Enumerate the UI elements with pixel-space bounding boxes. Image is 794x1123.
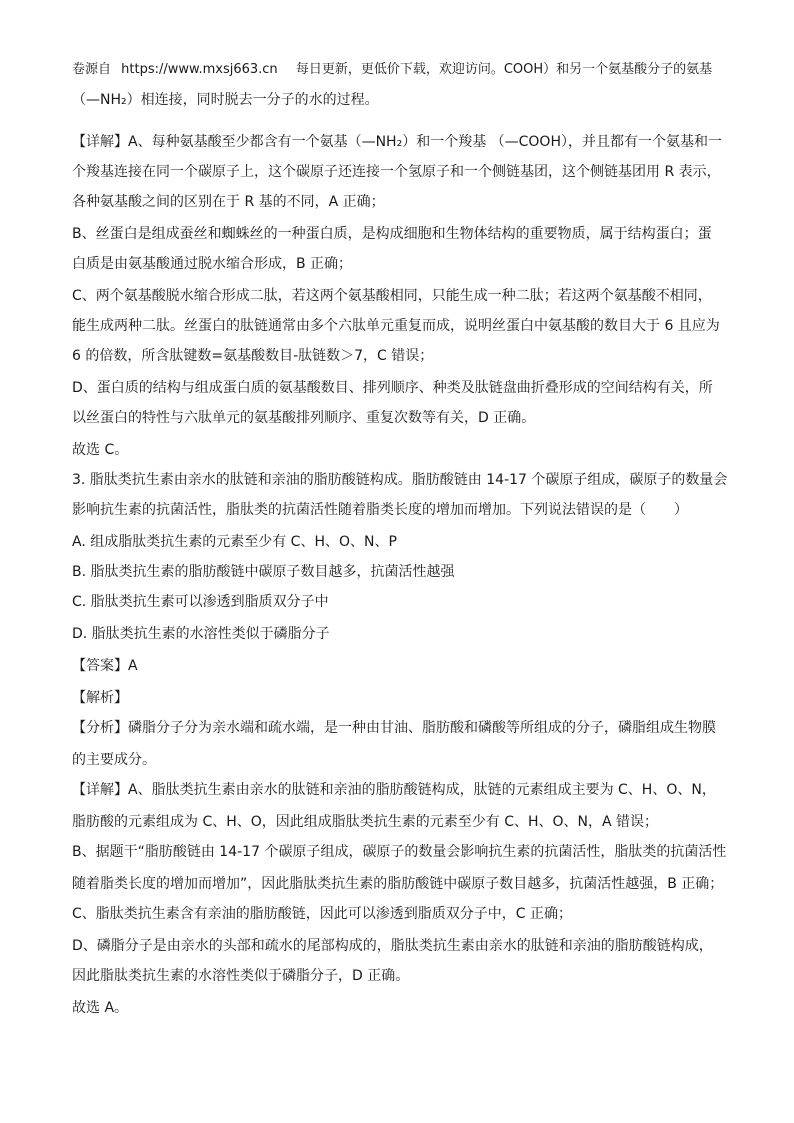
header-line <box>72 60 712 80</box>
paragraph-line: C、两个氨基酸脱水缩合形成二肽，若这两个氨基酸相同，只能生成一种二肽；若这两个氨基酸不相同， <box>72 288 712 304</box>
paragraph-line: 各种氨基酸之间的区别在于 R 基的不同，A 正确； <box>72 194 385 210</box>
option-b: B. 脂肽类抗生素的脂肪酸链中碳原子数目越多，抗菌活性越强 <box>72 564 455 580</box>
paragraph-line: COOH）和另一个氨基酸分子的氨基 <box>503 62 713 77</box>
paragraph-line: 【详解】A、每种氨基酸至少都含有一个氨基（—NH₂）和一个羧基 （—COOH），并且都有一个氨基和一 <box>72 134 722 150</box>
paragraph-line: 白质是由氨基酸通过脱水缩合形成，B 正确； <box>72 256 353 272</box>
paragraph-line: 个羧基连接在同一个碳原子上，这个碳原子还连接一个氢原子和一个侧链基团，这个侧链基团用 R 表示， <box>72 164 721 180</box>
paragraph-line: 6 的倍数，所含肽键数=氨基酸数目-肽链数＞7，C 错误； <box>72 348 434 364</box>
paragraph-line: 故选 A。 <box>72 1000 129 1016</box>
paragraph-line: 【分析】磷脂分子分为亲水端和疏水端，是一种由甘油、脂肪酸和磷酸等所组成的分子，磷脂组成生物膜 <box>72 720 716 736</box>
paragraph-line: 的主要成分。 <box>72 752 156 768</box>
paragraph-line: 故选 C。 <box>72 442 129 458</box>
header-tagline: 每日更新，更低价下载，欢迎访问。 <box>295 62 504 77</box>
answer-line: 【答案】A <box>72 658 138 674</box>
paragraph-line: 以丝蛋白的特性与六肽单元的氨基酸排列顺序、重复次数等有关，D 正确。 <box>72 410 536 426</box>
paragraph-line: 随着脂类长度的增加而增加”，因此脂肽类抗生素的脂肪酸链中碳原子数目越多，抗菌活性越强，B 正确； <box>72 876 724 892</box>
option-a: A. 组成脂肽类抗生素的元素至少有 C、H、O、N、P <box>72 534 397 550</box>
option-c: C. 脂肽类抗生素可以渗透到脂质双分子中 <box>72 594 329 610</box>
paragraph-line: 【详解】A、脂肽类抗生素由亲水的肽链和亲油的脂肪酸链构成，肽链的元素组成主要为 C、H、O、N， <box>72 782 716 798</box>
analysis-heading: 【解析】 <box>72 690 128 706</box>
paragraph-line: C、脂肽类抗生素含有亲油的脂肪酸链，因此可以渗透到脂质双分子中，C 正确； <box>72 906 572 922</box>
paragraph-line: D、磷脂分子是由亲水的头部和疏水的尾部构成的，脂肽类抗生素由亲水的肽链和亲油的脂肪酸链构成， <box>72 938 713 954</box>
source-label: 卷源自 <box>72 62 112 77</box>
source-url[interactable]: https://www.mxsj663.cn <box>121 62 278 77</box>
paragraph-line: （—NH₂）相连接，同时脱去一分子的水的过程。 <box>72 92 379 108</box>
paragraph-line: 能生成两种二肽。丝蛋白的肽链通常由多个六肽单元重复而成，说明丝蛋白中氨基酸的数目大于 6 且应为 <box>72 318 720 334</box>
question-line: 影响抗生素的抗菌活性，脂肽类的抗菌活性随着脂类长度的增加而增加。下列说法错误的是（ ） <box>72 502 688 518</box>
paragraph-line: 因此脂肽类抗生素的水溶性类似于磷脂分子，D 正确。 <box>72 968 410 984</box>
paragraph-line: B、据题干“脂肪酸链由 14-17 个碳原子组成，碳原子的数量会影响抗生素的抗菌活性，脂肽类的抗菌活性 <box>72 844 727 860</box>
paragraph-line: 脂肪酸的元素组成为 C、H、O，因此组成脂肽类抗生素的元素至少有 C、H、O、N，A 错误； <box>72 814 659 830</box>
question-line: 3. 脂肽类抗生素由亲水的肽链和亲油的脂肪酸链构成。脂肪酸链由 14-17 个碳原子组成，碳原子的数量会 <box>72 472 728 488</box>
option-d: D. 脂肽类抗生素的水溶性类似于磷脂分子 <box>72 626 330 642</box>
paragraph-line: D、蛋白质的结构与组成蛋白质的氨基酸数目、排列顺序、种类及肽链盘曲折叠形成的空间结构有关，所 <box>72 380 713 396</box>
paragraph-line: B、丝蛋白是组成蚕丝和蜘蛛丝的一种蛋白质，是构成细胞和生物体结构的重要物质，属于结构蛋白；蛋 <box>72 226 712 242</box>
